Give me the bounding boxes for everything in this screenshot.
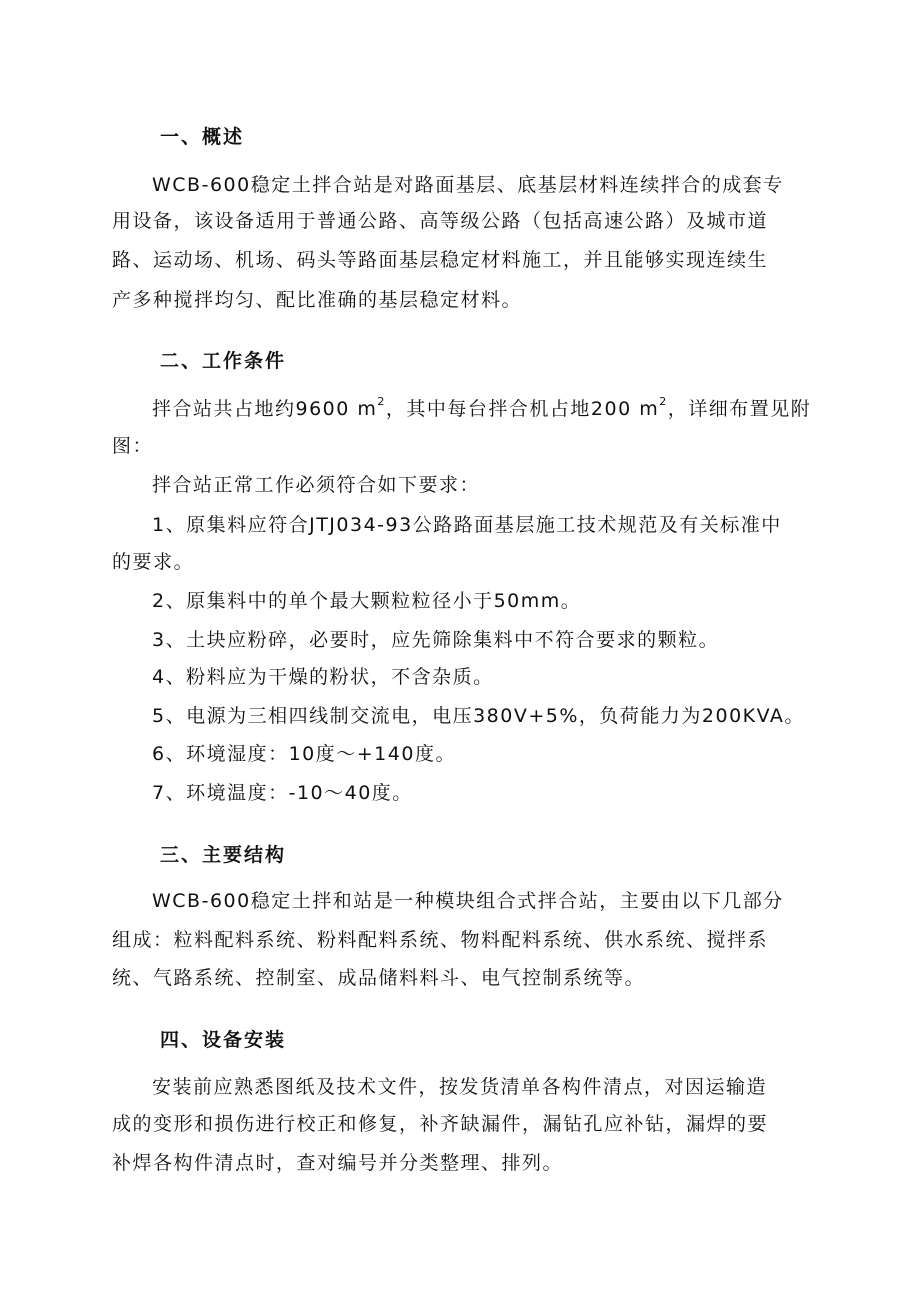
installation-paragraph-line-2: 成的变形和损伤进行校正和修复，补齐缺漏件，漏钻孔应补钻，漏焊的要 [112, 1113, 769, 1135]
requirement-6: 6、环境湿度：10度～+140度。 [152, 743, 456, 765]
requirement-5: 5、电源为三相四线制交流电，电压380V+5%，负荷能力为200KVA。 [152, 705, 805, 727]
overview-paragraph-line-4: 产多种搅拌均匀、配比准确的基层稳定材料。 [112, 289, 523, 311]
section-heading-main-structure: 三、主要结构 [160, 844, 287, 866]
section-heading-installation: 四、设备安装 [160, 1029, 287, 1051]
overview-paragraph-line-1: WCB-600稳定土拌合站是对路面基层、底基层材料连续拌合的成套专 [152, 174, 784, 196]
site-area-text-3: ，详细布置见附 [667, 398, 812, 420]
section-heading-working-conditions: 二、工作条件 [160, 350, 287, 372]
structure-paragraph-line-3: 统、气路系统、控制室、成品储料料斗、电气控制系统等。 [112, 967, 646, 989]
site-area-text-2: ，其中每台拌合机占地200 m [385, 398, 660, 420]
requirement-1-line-1: 1、原集料应符合JTJ034-93公路路面基层施工技术规范及有关标准中 [152, 514, 782, 536]
structure-paragraph-line-2: 组成：粒料配料系统、粉料配料系统、物料配料系统、供水系统、搅拌系 [112, 929, 769, 951]
section-heading-overview: 一、概述 [160, 126, 245, 148]
requirement-3: 3、土块应粉碎，必要时，应先筛除集料中不符合要求的颗粒。 [152, 629, 720, 651]
site-area-text-1: 拌合站共占地约9600 m [152, 398, 378, 420]
requirements-intro: 拌合站正常工作必须符合如下要求： [152, 474, 481, 496]
requirement-1-line-2: 的要求。 [112, 551, 195, 573]
structure-paragraph-line-1: WCB-600稳定土拌和站是一种模块组合式拌合站，主要由以下几部分 [152, 890, 784, 912]
installation-paragraph-line-3: 补焊各构件清点时，查对编号并分类整理、排列。 [112, 1152, 564, 1174]
installation-paragraph-line-1: 安装前应熟悉图纸及技术文件，按发货清单各构件清点，对因运输造 [152, 1076, 768, 1098]
requirement-7: 7、环境温度：-10～40度。 [152, 782, 413, 804]
requirement-2: 2、原集料中的单个最大颗粒粒径小于50mm。 [152, 590, 582, 612]
requirement-4: 4、粉料应为干燥的粉状，不含杂质。 [152, 666, 494, 688]
overview-paragraph-line-2: 用设备，该设备适用于普通公路、高等级公路（包括高速公路）及城市道 [112, 210, 769, 232]
site-area-unit-sup-1: 2 [377, 394, 386, 408]
overview-paragraph-line-3: 路、运动场、机场、码头等路面基层稳定材料施工，并且能够实现连续生 [112, 249, 769, 271]
site-area-line-cont: 图： [112, 435, 154, 457]
site-area-line [152, 396, 811, 422]
site-area-unit-sup-2: 2 [659, 394, 668, 408]
